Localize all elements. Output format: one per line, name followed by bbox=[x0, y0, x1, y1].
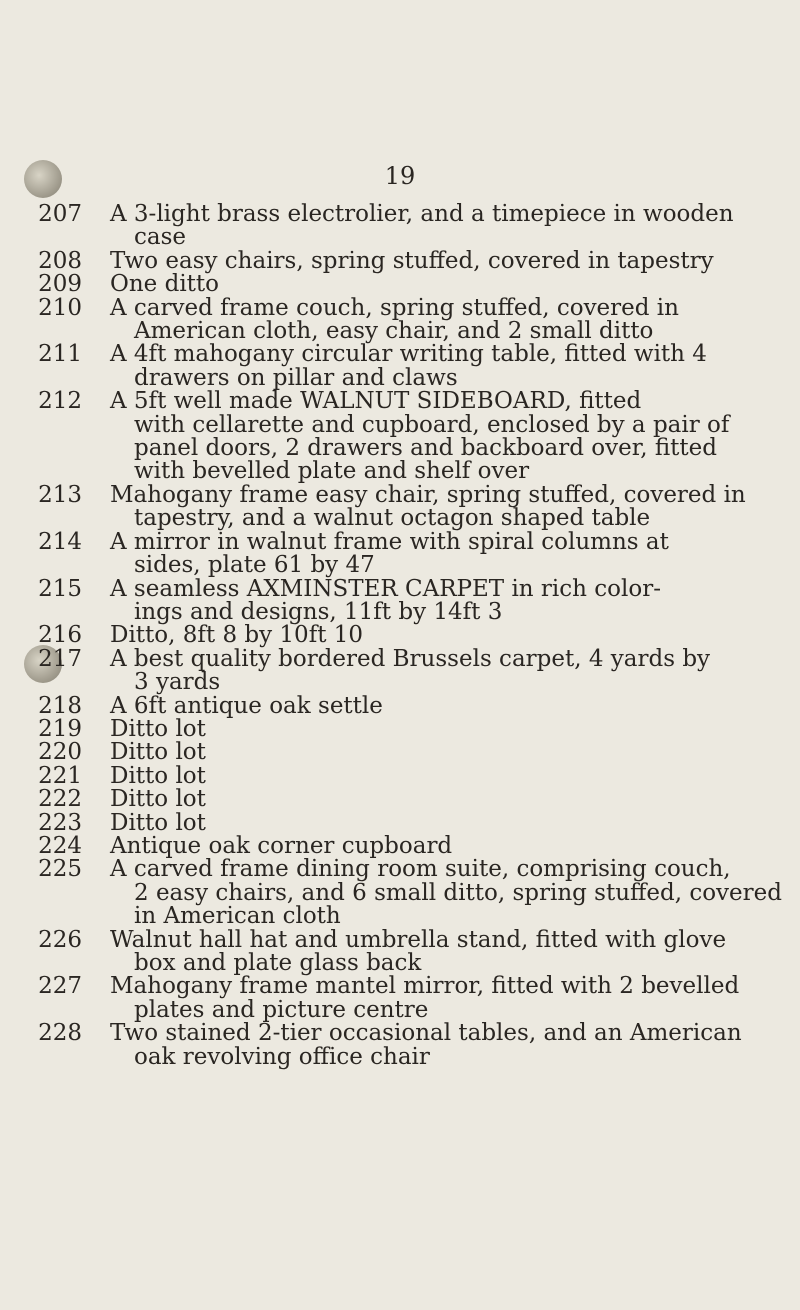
lot-number: 225 bbox=[38, 856, 82, 883]
lot-number: 222 bbox=[38, 786, 82, 813]
lot-description bbox=[110, 203, 766, 250]
lot-description bbox=[110, 247, 766, 274]
lot-description-line: box and plate glass back bbox=[134, 950, 422, 976]
lot-number: 208 bbox=[38, 247, 82, 274]
lot-number: 224 bbox=[38, 832, 82, 859]
lot-description bbox=[110, 645, 766, 696]
lot-description-line: A seamless AXMINSTER CARPET in rich color- bbox=[110, 575, 661, 602]
lot-description bbox=[110, 788, 766, 811]
lot-description-line: Two stained 2-tier occasional tables, and an American bbox=[110, 1020, 742, 1047]
lot-description bbox=[110, 343, 766, 390]
lot-description bbox=[110, 856, 782, 930]
lot-entry bbox=[0, 390, 800, 484]
lot-description bbox=[110, 692, 766, 719]
lot-list bbox=[0, 203, 800, 1069]
lot-description bbox=[110, 1022, 766, 1069]
lot-description-line: A carved frame couch, spring stuffed, covered in bbox=[110, 294, 679, 321]
lot-number: 209 bbox=[38, 271, 82, 298]
lot-number: 215 bbox=[38, 575, 82, 602]
lot-entry bbox=[0, 624, 800, 647]
lot-description bbox=[110, 294, 766, 345]
lot-description-line: Ditto, 8ft 8 by 10ft 10 bbox=[110, 622, 364, 649]
lot-description-line: Two easy chairs, spring stuffed, covered in tapestry bbox=[110, 247, 714, 274]
lot-description bbox=[110, 528, 766, 579]
lot-description-line: oak revolving office chair bbox=[134, 1043, 430, 1070]
lot-description bbox=[110, 741, 766, 764]
lot-description bbox=[110, 273, 766, 296]
lot-description-line: Ditto lot bbox=[110, 786, 206, 813]
lot-description bbox=[110, 832, 766, 859]
lot-description-line: Ditto lot bbox=[110, 739, 206, 766]
lot-entry bbox=[0, 692, 800, 719]
lot-description-line: tapestry, and a walnut octagon shaped table bbox=[134, 505, 651, 532]
lot-description-line: sides, plate 61 by 47 bbox=[134, 552, 375, 579]
lot-description-line: Mahogany frame mantel mirror, fitted with 2 bevelled bbox=[110, 973, 740, 1000]
lot-description-line: Walnut hall hat and umbrella stand, fitted with glove bbox=[110, 926, 727, 953]
lot-description-line: Ditto lot bbox=[110, 715, 206, 742]
lot-entry bbox=[0, 1022, 800, 1069]
lot-description-line: Antique oak corner cupboard bbox=[110, 832, 453, 859]
lot-number: 227 bbox=[38, 973, 82, 1000]
lot-description bbox=[110, 926, 766, 976]
lot-description bbox=[110, 715, 766, 742]
lot-number: 221 bbox=[38, 762, 82, 789]
lot-description-line: One ditto bbox=[110, 271, 220, 298]
lot-entry bbox=[0, 481, 800, 532]
lot-number: 216 bbox=[38, 622, 82, 649]
lot-entry bbox=[0, 528, 800, 579]
lot-description-line: with cellarette and cupboard, enclosed by a pair of bbox=[134, 411, 730, 438]
lot-entry bbox=[0, 762, 800, 789]
lot-description-line: 2 easy chairs, and 6 small ditto, spring stuffed, covered bbox=[134, 879, 782, 906]
lot-description-line: case bbox=[134, 224, 187, 251]
lot-number: 217 bbox=[38, 645, 82, 672]
lot-entry bbox=[0, 203, 800, 250]
lot-entry bbox=[0, 645, 800, 696]
lot-description-line: A carved frame dining room suite, comprising couch, bbox=[110, 856, 731, 883]
lot-number: 214 bbox=[38, 528, 82, 555]
lot-number: 211 bbox=[38, 341, 82, 368]
lot-number: 210 bbox=[38, 294, 82, 321]
lot-number: 226 bbox=[38, 926, 82, 953]
lot-entry bbox=[0, 926, 800, 976]
lot-number: 213 bbox=[38, 481, 82, 508]
lot-entry bbox=[0, 294, 800, 345]
lot-number: 207 bbox=[38, 201, 82, 227]
lot-number: 228 bbox=[38, 1020, 82, 1047]
lot-number: 219 bbox=[38, 715, 82, 742]
lot-number: 218 bbox=[38, 692, 82, 719]
lot-description bbox=[110, 390, 766, 484]
lot-description-line: A best quality bordered Brussels carpet, 4 yards by bbox=[110, 645, 711, 672]
lot-description-line: drawers on pillar and claws bbox=[134, 364, 458, 391]
lot-description bbox=[110, 481, 766, 532]
lot-description-line: with bevelled plate and shelf over bbox=[134, 458, 530, 485]
lot-entry bbox=[0, 273, 800, 296]
lot-description-line: A 6ft antique oak settle bbox=[110, 692, 383, 719]
lot-description-line: Mahogany frame easy chair, spring stuffed, covered in bbox=[110, 481, 746, 508]
lot-entry bbox=[0, 575, 800, 625]
lot-description-line: plates and picture centre bbox=[134, 996, 429, 1023]
lot-description-line: A 5ft well made WALNUT SIDEBOARD, fitted bbox=[110, 388, 642, 415]
lot-description-line: A mirror in walnut frame with spiral columns at bbox=[110, 528, 669, 555]
page-number: 19 bbox=[384, 162, 416, 190]
lot-description-line: ings and designs, 11ft by 14ft 3 bbox=[134, 598, 503, 625]
lot-description-line: 3 yards bbox=[134, 669, 221, 696]
lot-description-line: A 3-light brass electrolier, and a timepiece in wooden bbox=[110, 201, 734, 227]
lot-description-line: A 4ft mahogany circular writing table, fitted with 4 bbox=[110, 341, 707, 368]
lot-entry bbox=[0, 809, 800, 836]
lot-entry bbox=[0, 715, 800, 742]
lot-number: 212 bbox=[38, 388, 82, 415]
lot-description bbox=[110, 975, 766, 1022]
lot-entry bbox=[0, 343, 800, 390]
lot-number: 220 bbox=[38, 739, 82, 766]
lot-entry bbox=[0, 832, 800, 859]
lot-description-line: Ditto lot bbox=[110, 762, 206, 789]
lot-description-line: panel doors, 2 drawers and backboard over, fitted bbox=[134, 435, 717, 462]
lot-entry bbox=[0, 858, 800, 928]
lot-entry bbox=[0, 741, 800, 764]
lot-entry bbox=[0, 788, 800, 811]
lot-entry bbox=[0, 247, 800, 274]
lot-description-line: Ditto lot bbox=[110, 809, 206, 836]
lot-description bbox=[110, 575, 766, 625]
lot-description-line: American cloth, easy chair, and 2 small ditto bbox=[134, 318, 654, 345]
lot-description-line: in American cloth bbox=[134, 903, 341, 930]
lot-number: 223 bbox=[38, 809, 82, 836]
lot-description bbox=[110, 624, 766, 647]
lot-entry bbox=[0, 975, 800, 1022]
lot-description bbox=[110, 809, 766, 836]
lot-description bbox=[110, 762, 766, 789]
